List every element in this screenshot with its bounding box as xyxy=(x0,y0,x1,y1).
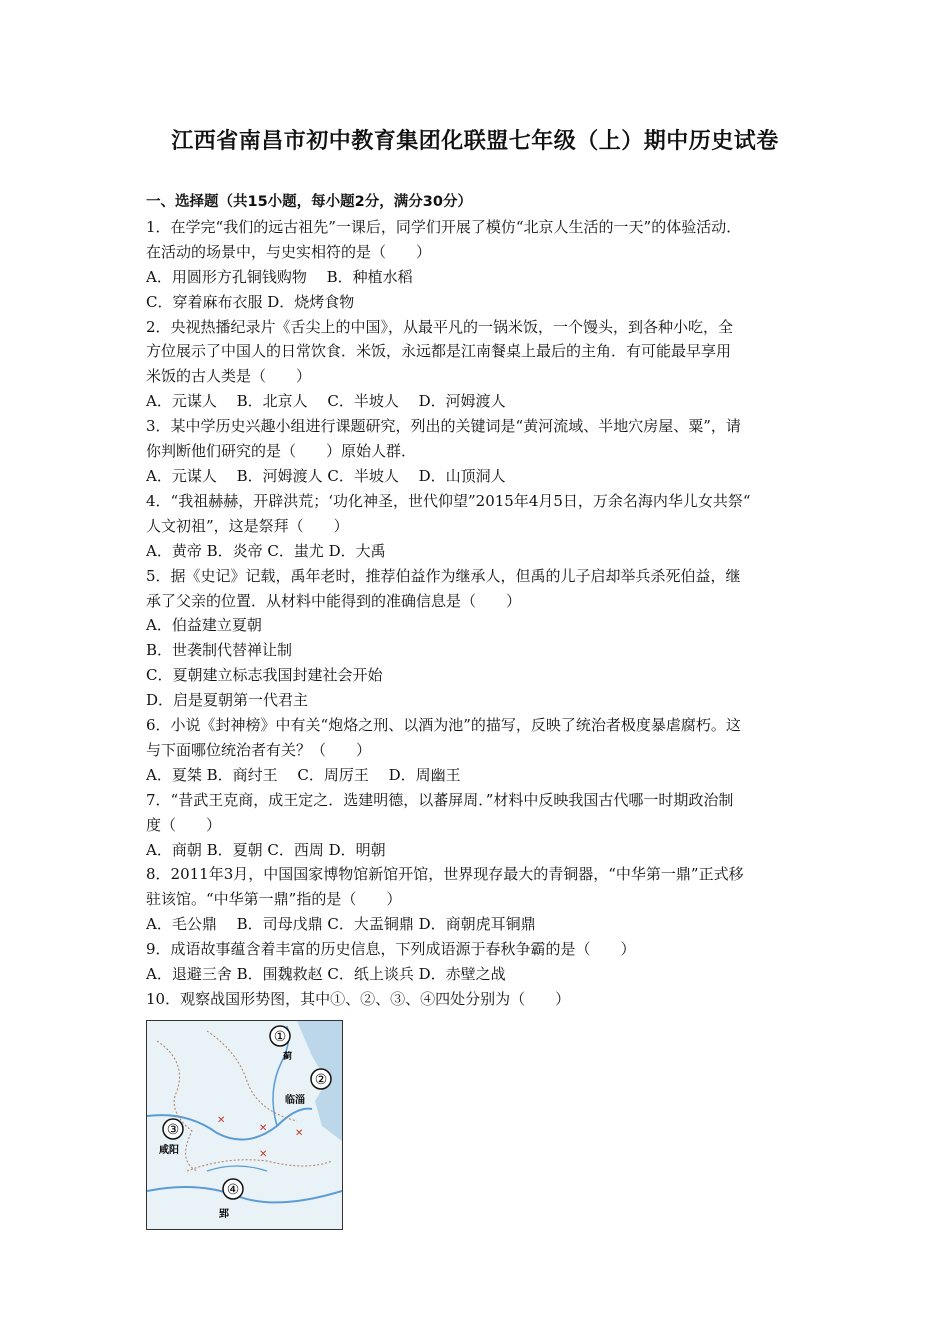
page-title: 江西省南昌市初中教育集团化联盟七年级（上）期中历史试卷 xyxy=(171,129,779,154)
text-line: 米饭的古人类是（ ） xyxy=(146,367,312,386)
answer-options: C．夏朝建立标志我国封建社会开始 xyxy=(146,666,383,685)
text-line: 方位展示了中国人的日常饮食．米饭，永远都是江南餐桌上最后的主角．有可能最早享用 xyxy=(146,342,732,361)
text-line: 度（ ） xyxy=(146,815,222,834)
text-line: 8．2011年3月，中国国家博物馆新馆开馆，世界现存最大的青铜器，“中华第一鼎”正式移 xyxy=(146,865,744,884)
answer-options: D．启是夏朝第一代君主 xyxy=(146,691,309,710)
text-line: 3．某中学历史兴趣小组进行课题研究，列出的关键词是“黄河流域、半地穴房屋、粟”，请 xyxy=(146,417,741,436)
text-line: 人文初祖”，这是祭拜（ ） xyxy=(146,516,349,535)
river xyxy=(207,1166,267,1171)
battle-mark: ✕ xyxy=(259,1123,268,1134)
section-heading: 一、选择题（共15小题，每小题2分，满分30分） xyxy=(146,194,472,210)
answer-options: A．毛公鼎 B．司母戊鼎 C．大盂铜鼎 D．商朝虎耳铜鼎 xyxy=(146,915,536,934)
warring-states-map xyxy=(146,1020,343,1230)
text-line: 承了父亲的位置．从材料中能得到的准确信息是（ ） xyxy=(146,591,522,610)
text-line: 与下面哪位统治者有关？（ ） xyxy=(146,740,372,759)
answer-options: A．元谋人 B．河姆渡人 C．半坡人 D．山顶洞人 xyxy=(146,466,506,485)
battle-mark: ✕ xyxy=(259,1149,268,1160)
battle-mark: ✕ xyxy=(295,1128,304,1139)
text-line: 1．在学完“我们的远古祖先”一课后，同学们开展了模仿“北京人生活的一天”的体验活动． xyxy=(146,217,742,236)
marker-2-label: ② xyxy=(314,1072,328,1088)
answer-options: A．黄帝 B．炎帝 C．蚩尤 D．大禹 xyxy=(146,541,386,560)
text-line: 你判断他们研究的是（ ）原始人群． xyxy=(146,442,417,461)
yangtze-river xyxy=(147,1187,342,1202)
answer-options: A．元谋人 B．北京人 C．半坡人 D．河姆渡人 xyxy=(146,392,506,411)
answer-options: C．穿着麻布衣服 D．烧烤食物 xyxy=(146,292,355,311)
city-label-ying: 郢 xyxy=(219,1209,229,1220)
answer-options: B．世袭制代替禅让制 xyxy=(146,641,293,660)
text-line: 2．央视热播纪录片《舌尖上的中国》，从最平凡的一锅米饭，一个馒头，到各种小吃，全 xyxy=(146,317,734,336)
marker-3 xyxy=(163,1119,183,1139)
answer-options: A．用圆形方孔铜钱购物 B．种植水稻 xyxy=(146,267,413,286)
marker-4-label: ④ xyxy=(226,1182,240,1198)
question-body xyxy=(146,190,814,1012)
text-line: 7．“昔武王克商，成王定之．选建明德，以蕃屏周．”材料中反映我国古代哪一时期政治制 xyxy=(146,790,734,809)
text-line: 9．成语故事蕴含着丰富的历史信息，下列成语源于春秋争霸的是（ ） xyxy=(146,940,636,959)
answer-options: A．夏桀 B．商纣王 C．周厉王 D．周幽王 xyxy=(146,765,461,784)
text-line: 驻该馆。“中华第一鼎”指的是（ ） xyxy=(146,890,402,909)
marker-3-label: ③ xyxy=(166,1122,180,1138)
text-line: 5．据《史记》记载，禹年老时，推荐伯益作为继承人，但禹的儿子启却举兵杀死伯益，继 xyxy=(146,566,741,585)
city-label-xianyang: 咸阳 xyxy=(159,1145,179,1156)
battle-mark: ✕ xyxy=(217,1115,226,1126)
text-line: 4．“我祖赫赫，开辟洪荒；‘功化神圣，世代仰望”2015年4月5日，万余名海内华儿女共祭“ xyxy=(146,491,751,510)
text-line: 在活动的场景中，与史实相符的是（ ） xyxy=(146,242,432,261)
text-line: 10．观察战国形势图，其中①、②、③、④四处分别为（ ） xyxy=(146,990,571,1008)
marker-2 xyxy=(311,1069,331,1089)
city-label-linzi: 临淄 xyxy=(285,1095,305,1106)
answer-options: A．商朝 B．夏朝 C．西周 D．明朝 xyxy=(146,840,386,859)
text-line: 6．小说《封神榜》中有关“炮烙之刑、以酒为池”的描写，反映了统治者极度暴虐腐朽。这 xyxy=(146,716,741,735)
answer-options: A．退避三舍 B．围魏救赵 C．纸上谈兵 D．赤壁之战 xyxy=(146,965,506,984)
marker-1-label: ① xyxy=(273,1029,287,1045)
marker-4 xyxy=(223,1179,243,1199)
city-label-ji: 蓟 xyxy=(283,1052,293,1062)
marker-1 xyxy=(270,1026,290,1046)
answer-options: A．伯益建立夏朝 xyxy=(146,616,262,635)
map-graphic xyxy=(147,1021,342,1229)
